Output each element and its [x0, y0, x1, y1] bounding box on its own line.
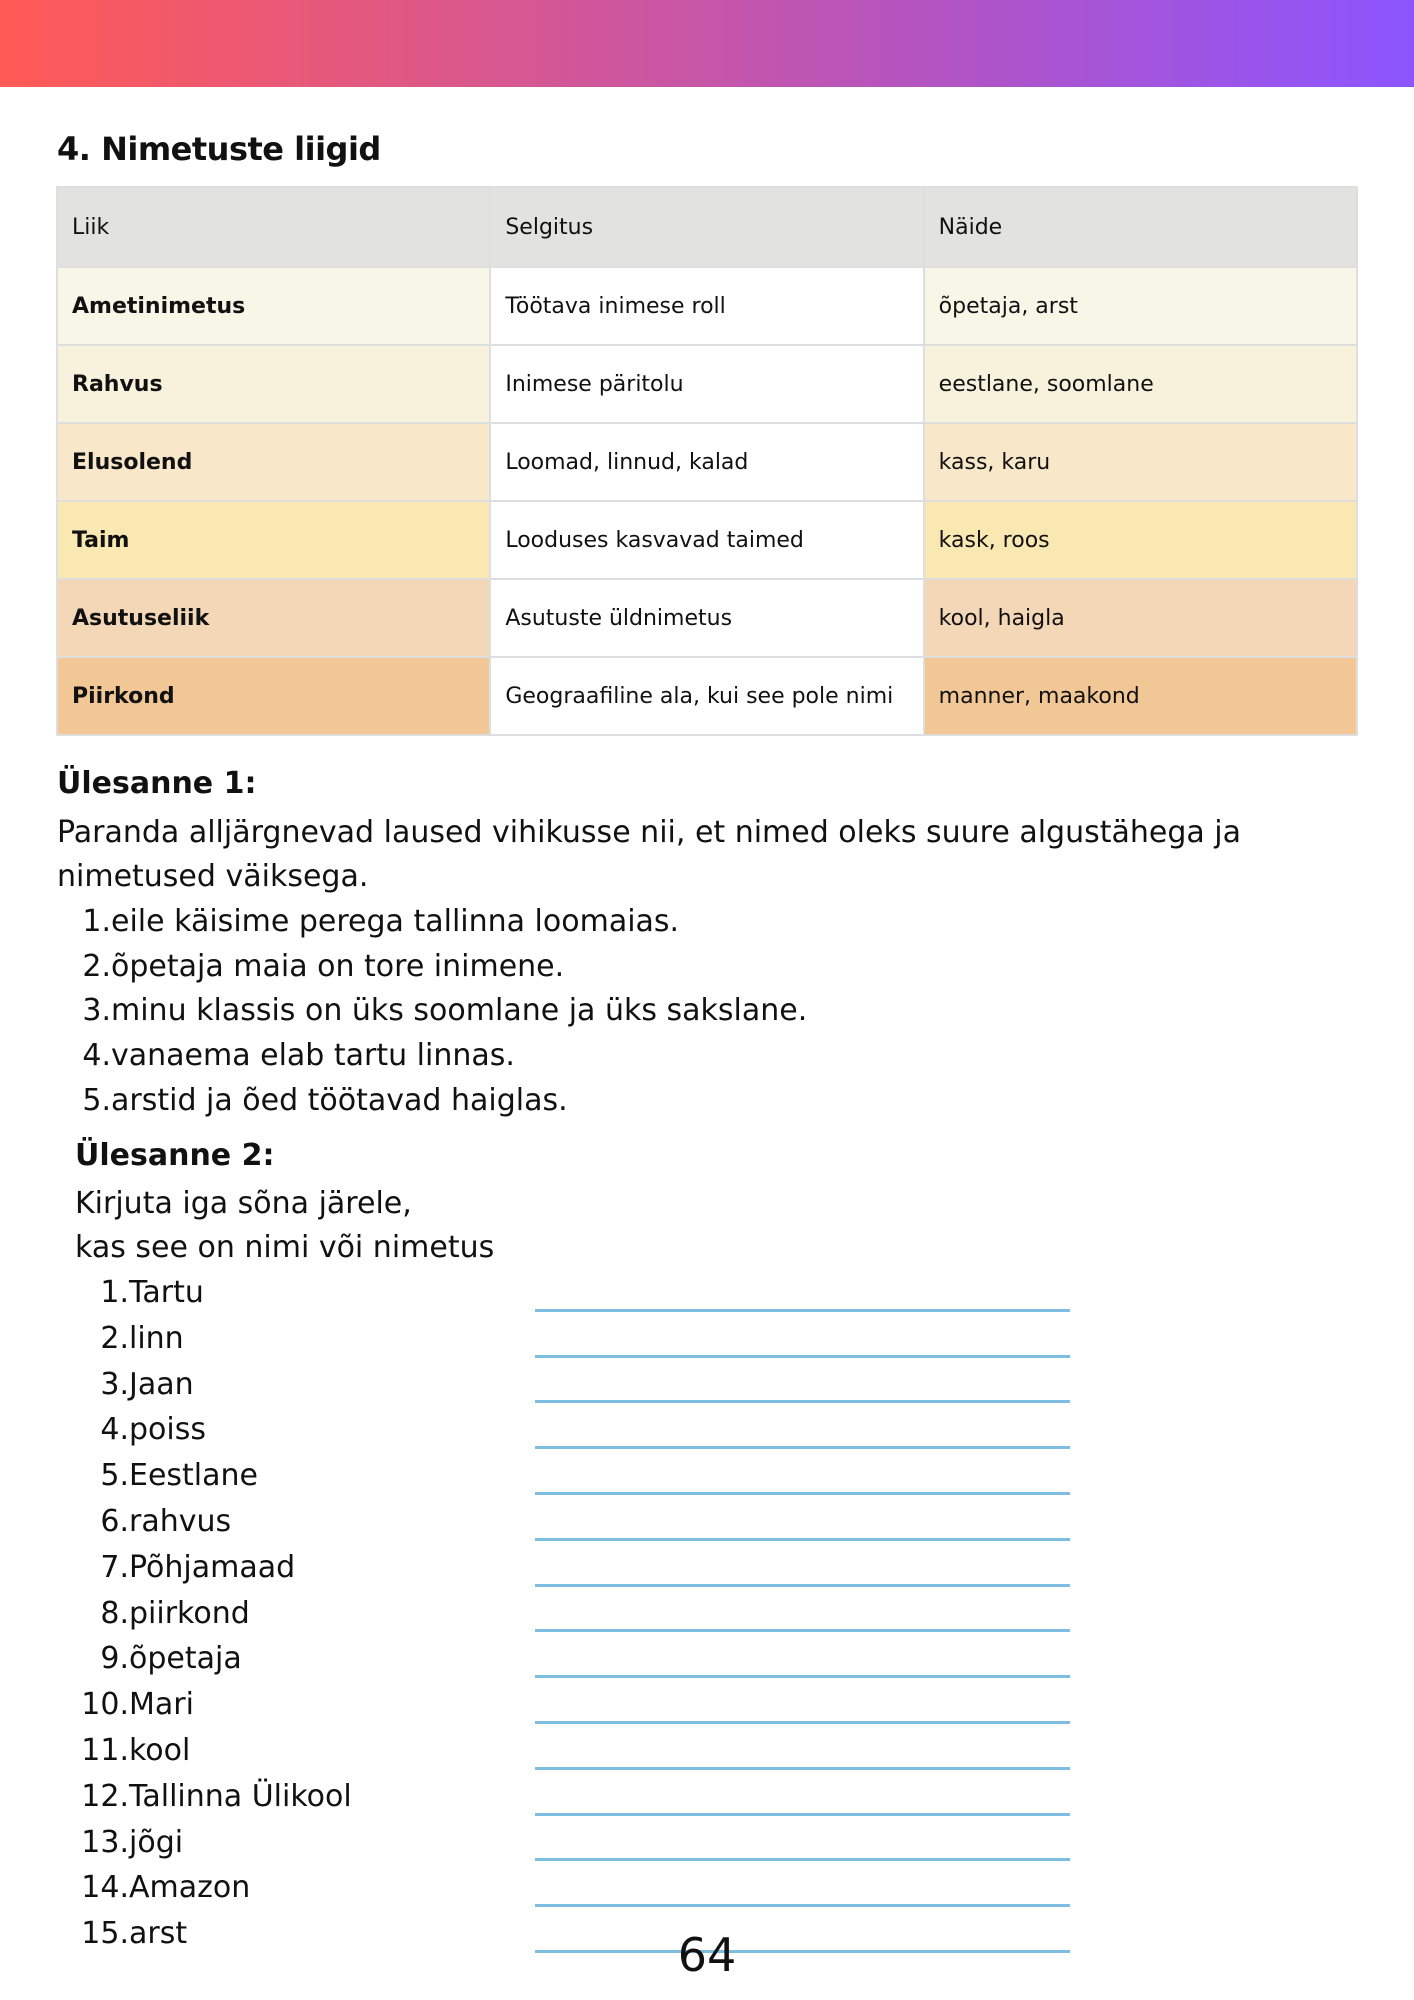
cell-selgitus: Inimese päritolu — [490, 345, 923, 423]
cell-naide: kool, haigla — [924, 579, 1357, 657]
answer-line[interactable] — [535, 1858, 1070, 1861]
answer-line[interactable] — [535, 1813, 1070, 1816]
item-number: 12. — [81, 1778, 129, 1814]
item-text: Põhjamaad — [129, 1549, 296, 1585]
list-item — [57, 1034, 807, 1079]
answer-line[interactable] — [535, 1904, 1070, 1907]
cell-naide: õpetaja, arst — [924, 267, 1357, 345]
item-number: 14. — [81, 1870, 129, 1906]
task1-title: Ülesanne 1: — [57, 766, 257, 801]
cell-selgitus: Töötava inimese roll — [490, 267, 923, 345]
item-text: Amazon — [129, 1870, 251, 1906]
table-row — [57, 423, 1357, 501]
table-row — [57, 657, 1357, 735]
answer-line[interactable] — [535, 1309, 1070, 1312]
cell-liik: Asutuseliik — [57, 579, 490, 657]
item-number: 10. — [81, 1687, 129, 1723]
task2-instruction-line2: kas see on nimi või nimetus — [75, 1230, 495, 1265]
list-item — [75, 1636, 1075, 1682]
cell-naide: eestlane, soomlane — [924, 345, 1357, 423]
noun-types-table — [56, 186, 1358, 736]
item-text: poiss — [129, 1412, 206, 1448]
item-text: Jaan — [129, 1366, 194, 1402]
list-item — [75, 1407, 1075, 1453]
item-number: 15. — [81, 1916, 129, 1952]
item-number: 9. — [100, 1641, 129, 1677]
item-number: 1. — [100, 1275, 129, 1310]
item-text: minu klassis on üks soomlane ja üks sakslane. — [111, 993, 808, 1029]
item-text: piirkond — [129, 1595, 250, 1631]
answer-line[interactable] — [535, 1721, 1070, 1724]
task1-sentence-list — [57, 900, 807, 1123]
cell-liik: Elusolend — [57, 423, 490, 501]
cell-selgitus: Loomad, linnud, kalad — [490, 423, 923, 501]
answer-line[interactable] — [535, 1950, 1070, 1953]
item-number: 3. — [100, 1366, 129, 1402]
list-item — [75, 1453, 1075, 1499]
section-title: 4. Nimetuste liigid — [57, 130, 381, 168]
cell-naide: kass, karu — [924, 423, 1357, 501]
answer-line[interactable] — [535, 1492, 1070, 1495]
answer-line[interactable] — [535, 1355, 1070, 1358]
list-item — [57, 989, 807, 1034]
item-text: Mari — [129, 1687, 194, 1723]
cell-liik: Rahvus — [57, 345, 490, 423]
list-item — [75, 1682, 1075, 1728]
item-number: 8. — [100, 1595, 129, 1631]
item-number: 5. — [100, 1458, 129, 1494]
cell-selgitus: Looduses kasvavad taimed — [490, 501, 923, 579]
list-item — [75, 1591, 1075, 1637]
item-text: Tallinna Ülikool — [129, 1778, 352, 1814]
item-text: arst — [129, 1916, 188, 1952]
list-item — [57, 1079, 807, 1124]
answer-line[interactable] — [535, 1400, 1070, 1403]
item-text: rahvus — [129, 1503, 232, 1539]
page-number: 64 — [677, 1928, 737, 1982]
item-number: 13. — [81, 1824, 129, 1860]
item-text: õpetaja — [129, 1641, 242, 1677]
table-row — [57, 345, 1357, 423]
cell-selgitus: Geograafiline ala, kui see pole nimi — [490, 657, 923, 735]
cell-liik: Piirkond — [57, 657, 490, 735]
column-header-selgitus: Selgitus — [490, 187, 923, 267]
list-item — [75, 1545, 1075, 1591]
answer-line[interactable] — [535, 1446, 1070, 1449]
list-item — [75, 1820, 1075, 1866]
item-number: 1. — [82, 904, 111, 939]
list-item — [75, 1270, 1075, 1316]
cell-naide: kask, roos — [924, 501, 1357, 579]
cell-liik: Taim — [57, 501, 490, 579]
cell-liik: Ametinimetus — [57, 267, 490, 345]
list-item — [75, 1316, 1075, 1362]
table-header-row — [57, 187, 1357, 267]
header-gradient-band — [0, 0, 1414, 87]
list-item — [75, 1362, 1075, 1408]
answer-line[interactable] — [535, 1538, 1070, 1541]
item-number: 4. — [82, 1038, 111, 1074]
table-row — [57, 267, 1357, 345]
item-text: Tartu — [129, 1275, 204, 1310]
item-text: arstid ja õed töötavad haiglas. — [111, 1082, 568, 1118]
task2-title: Ülesanne 2: — [75, 1138, 275, 1173]
item-text: vanaema elab tartu linnas. — [111, 1038, 515, 1074]
item-text: eile käisime perega tallinna loomaias. — [111, 904, 680, 939]
list-item — [57, 945, 807, 990]
item-number: 6. — [100, 1503, 129, 1539]
item-number: 3. — [82, 993, 111, 1029]
table-row — [57, 579, 1357, 657]
list-item — [57, 900, 807, 945]
item-number: 7. — [100, 1549, 129, 1585]
list-item — [75, 1774, 1075, 1820]
item-text: jõgi — [129, 1824, 184, 1860]
item-number: 2. — [100, 1320, 129, 1356]
cell-naide: manner, maakond — [924, 657, 1357, 735]
answer-line[interactable] — [535, 1629, 1070, 1632]
item-number: 11. — [81, 1732, 129, 1768]
item-number: 5. — [82, 1082, 111, 1118]
table-row — [57, 501, 1357, 579]
task1-instruction-line2: nimetused väiksega. — [57, 859, 369, 894]
item-text: õpetaja maia on tore inimene. — [111, 948, 565, 984]
column-header-naide: Näide — [924, 187, 1357, 267]
list-item — [75, 1911, 1075, 1957]
task1-instruction-line1: Paranda alljärgnevad laused vihikusse nii, et nimed oleks suure algustähega ja — [57, 815, 1242, 850]
column-header-liik: Liik — [57, 187, 490, 267]
item-number: 4. — [100, 1412, 129, 1448]
list-item — [75, 1728, 1075, 1774]
item-text: Eestlane — [129, 1458, 258, 1494]
cell-selgitus: Asutuste üldnimetus — [490, 579, 923, 657]
item-text: linn — [129, 1320, 184, 1356]
item-number: 2. — [82, 948, 111, 984]
task2-instruction-line1: Kirjuta iga sõna järele, — [75, 1186, 412, 1221]
task2-word-list — [75, 1270, 1075, 1957]
answer-line[interactable] — [535, 1675, 1070, 1678]
answer-line[interactable] — [535, 1767, 1070, 1770]
answer-line[interactable] — [535, 1584, 1070, 1587]
list-item — [75, 1499, 1075, 1545]
item-text: kool — [129, 1732, 191, 1768]
list-item — [75, 1865, 1075, 1911]
